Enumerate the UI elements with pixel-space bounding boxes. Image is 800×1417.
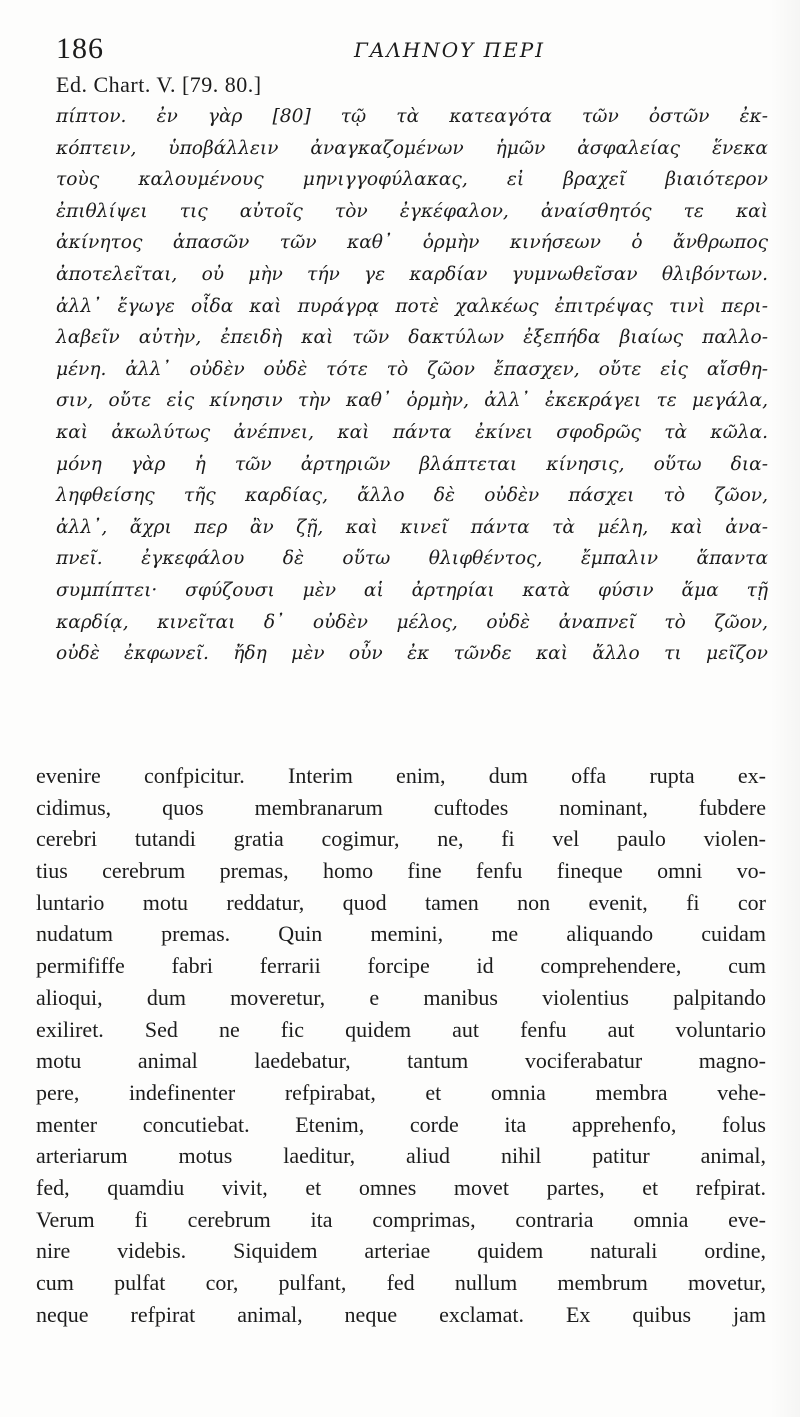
greek-line: συμπίπτει· σφύζουσι μὲν αἱ ἀρτηρίαι κατὰ φύσιν ἅμα τῇ (56, 579, 768, 601)
greek-line: καρδίᾳ, κινεῖται δ᾽ οὐδὲν μέλος, οὐδὲ ἀναπνεῖ τὸ ζῶον, (56, 611, 768, 633)
latin-line: tius cerebrum premas, homo fine fenfu fineque omni vo- (36, 858, 766, 884)
latin-line: arteriarum motus laeditur, aliud nihil patitur animal, (36, 1143, 766, 1169)
greek-line: ληφθείσης τῆς καρδίας, ἄλλο δὲ οὐδὲν πάσχει τὸ ζῶον, (56, 485, 768, 507)
edition-reference: Ed. Chart. V. [79. 80.] (56, 72, 262, 97)
latin-line: motu animal laedebatur, tantum vociferabatur magno- (36, 1048, 766, 1074)
latin-line: exiliret. Sed ne fic quidem aut fenfu aut voluntario (36, 1016, 766, 1042)
running-head: ΓΑΛΗΝΟΥ ΠΕΡΙ (354, 38, 546, 62)
greek-text-block (56, 101, 768, 670)
latin-line: nudatum premas. Quin memini, me aliquando cuidam (36, 921, 766, 947)
latin-line: Verum fi cerebrum ita comprimas, contraria omnia eve- (36, 1206, 766, 1232)
greek-line: τοὺς καλουμένους μηνιγγοφύλακας, εἰ βραχεῖ βιαιότερον (56, 169, 768, 191)
greek-line: ἀποτελεῖται, οὐ μὴν τήν γε καρδίαν γυμνωθεῖσαν θλιβόντων. (56, 263, 768, 285)
latin-line: neque refpirat animal, neque exclamat. Ex quibus jam (36, 1301, 766, 1327)
latin-line: fed, quamdiu vivit, et omnes movet partes, et refpirat. (36, 1174, 766, 1200)
greek-line: ἀλλ᾽, ἄχρι περ ἂν ζῇ, καὶ κινεῖ πάντα τὰ μέλη, καὶ ἀνα- (56, 516, 768, 538)
greek-line: οὐδὲ ἐκφωνεῖ. ἤδη μὲν οὖν ἐκ τῶνδε καὶ ἄλλο τι μεῖζον (56, 643, 768, 665)
page-header (56, 32, 776, 72)
greek-line: ἐπιθλίψει τις αὐτοῖς τὸν ἐγκέφαλον, ἀναίσθητός τε καὶ (56, 200, 768, 222)
greek-line: ἀλλ᾽ ἔγωγε οἶδα καὶ πυράγρᾳ ποτὲ χαλκέως ἐπιτρέψας τινὶ περι- (56, 295, 768, 317)
greek-line: μένη. ἀλλ᾽ οὐδὲν οὐδὲ τότε τὸ ζῶον ἔπασχεν, οὔτε εἰς αἴσθη- (56, 358, 768, 380)
greek-line: πνεῖ. ἐγκεφάλου δὲ οὕτω θλιφθέντος, ἔμπαλιν ἅπαντα (56, 548, 768, 570)
greek-line: κόπτειν, ὑποβάλλειν ἀναγκαζομένων ἡμῶν ἀσφαλείας ἕνεκα (56, 137, 768, 159)
latin-line: nire videbis. Siquidem arteriae quidem naturali ordine, (36, 1238, 766, 1264)
latin-line: cidimus, quos membranarum cuftodes nominant, fubdere (36, 794, 766, 820)
latin-line: pere, indefinenter refpirabat, et omnia membra vehe- (36, 1079, 766, 1105)
latin-line: cum pulfat cor, pulfant, fed nullum membrum movetur, (36, 1270, 766, 1295)
latin-line: cerebri tutandi gratia cogimur, ne, fi vel paulo violen- (36, 826, 766, 852)
greek-line: λαβεῖν αὐτὴν, ἐπειδὴ καὶ τῶν δακτύλων ἐξεπήδα βιαίως παλλο- (56, 327, 768, 349)
greek-line: πίπτον. ἐν γὰρ [80] τῷ τὰ κατεαγότα τῶν ὀστῶν ἐκ- (56, 106, 768, 127)
greek-line: σιν, οὔτε εἰς κίνησιν τὴν καθ᾽ ὁρμὴν, ἀλλ᾽ ἐκεκράγει τε μεγάλα, (56, 390, 768, 412)
latin-line: menter concutiebat. Etenim, corde ita apprehenfo, folus (36, 1111, 766, 1137)
greek-line: καὶ ἀκωλύτως ἀνέπνει, καὶ πάντα ἐκίνει σφοδρῶς τὰ κῶλα. (56, 421, 768, 443)
greek-line: μόνη γὰρ ἡ τῶν ἀρτηριῶν βλάπτεται κίνησις, οὕτω δια- (56, 453, 768, 475)
latin-line: alioqui, dum moveretur, e manibus violentius palpitando (36, 984, 766, 1010)
page-number: 186 (56, 32, 104, 65)
page-edge-shading (770, 0, 800, 1417)
greek-line: ἀκίνητος ἁπασῶν τῶν καθ᾽ ὁρμὴν κινήσεων ὁ ἄνθρωπος (56, 232, 768, 254)
latin-line: luntario motu reddatur, quod tamen non evenit, fi cor (36, 889, 766, 915)
latin-text-block (36, 760, 766, 1330)
latin-line: evenire confpicitur. Interim enim, dum offa rupta ex- (36, 763, 766, 788)
latin-line: permififfe fabri ferrarii forcipe id comprehendere, cum (36, 953, 766, 979)
